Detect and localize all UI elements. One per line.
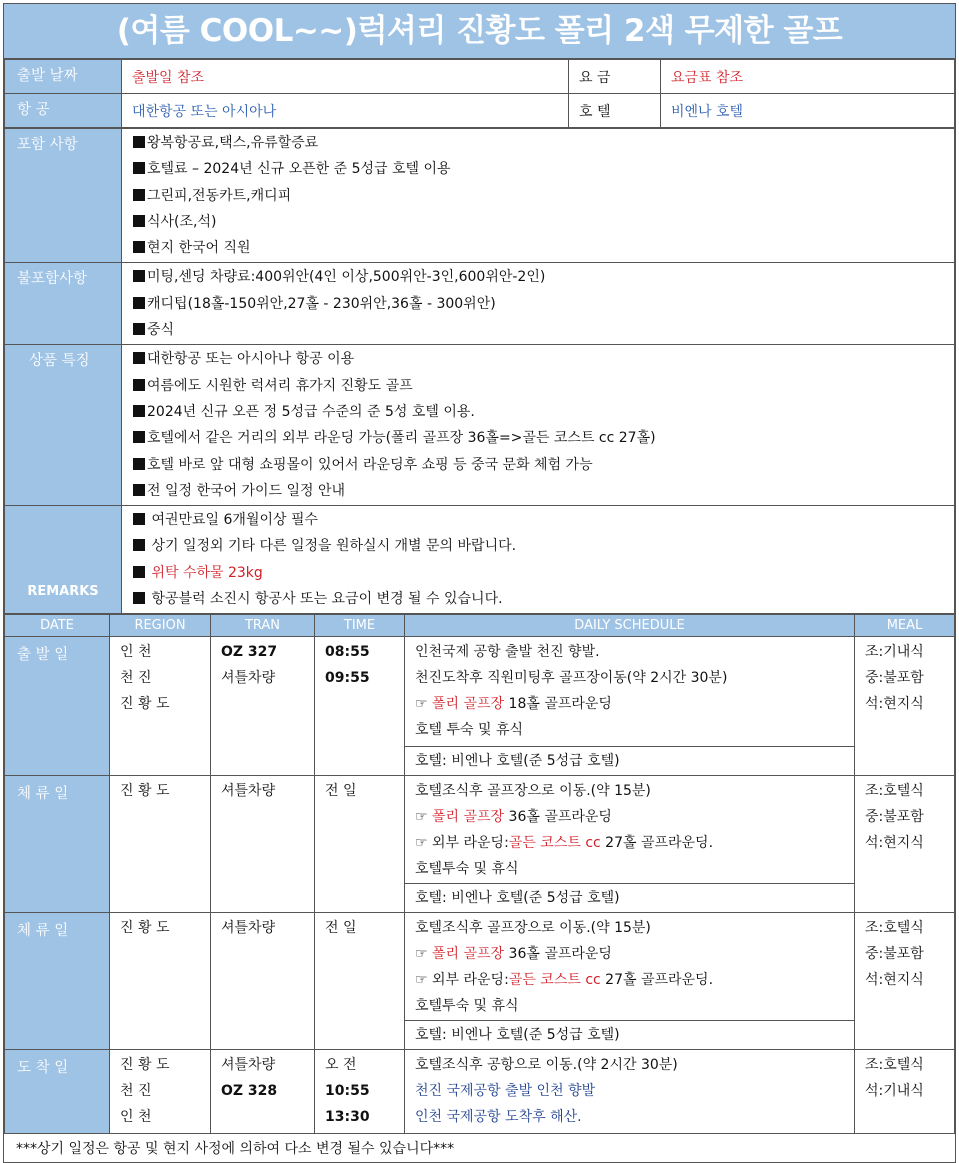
- page-title: (여름 COOL~~)럭셔리 진황도 폴리 2색 무제한 골프: [4, 4, 955, 59]
- bullet-square-icon: [133, 297, 145, 309]
- col-region: REGION: [110, 615, 211, 637]
- remarks-label: REMARKS: [5, 506, 122, 614]
- remarks-list: [122, 506, 955, 614]
- excluded-item: 미팅,센딩 차량료:400위안(4인 이상,500위안-3인,600위안-2인): [133, 265, 954, 291]
- col-date: DATE: [5, 615, 110, 637]
- remark-item: 항공블럭 소진시 항공사 또는 요금이 변경 될 수 있습니다.: [133, 587, 954, 613]
- col-daily-schedule: DAILY SCHEDULE: [405, 615, 855, 637]
- day-3-region: 진 황 도: [110, 913, 211, 1050]
- day-3-schedule: 호텔조식후 골프장으로 이동.(약 15분) ☞ 폴리 골프장 36홀 골프라운딩 ☞ 외부 라운딩:골든 코스트 cc 27홀 골프라운딩. 호텔투숙 및 휴식: [405, 913, 855, 1021]
- tour-itinerary-sheet: [3, 3, 956, 1163]
- footer-note: ***상기 일정은 항공 및 현지 사정에 의하여 다소 변경 될수 있습니다***: [16, 1141, 455, 1158]
- bullet-square-icon: [133, 323, 145, 335]
- bullet-square-icon: [133, 215, 145, 227]
- pointing-hand-icon: ☞: [415, 696, 428, 713]
- departure-label: 출발 날짜: [5, 60, 122, 94]
- day-3-date: 체 류 일: [5, 913, 110, 1050]
- excluded-item: 캐디팁(18홀-150위안,27홀 - 230위안,36홀 - 300위안): [133, 292, 954, 318]
- day-4-time: 오 전 10:55 13:30: [315, 1050, 405, 1134]
- airline-label: 항 공: [5, 94, 122, 128]
- bullet-square-icon: [133, 592, 145, 604]
- feature-item: 전 일정 한국어 가이드 일정 안내: [133, 479, 954, 505]
- day-1-time: 08:55 09:55: [315, 637, 405, 776]
- included-item: 호텔료 – 2024년 신규 오픈한 준 5성급 호텔 이용: [133, 157, 954, 183]
- remark-item: 여권만료일 6개월이상 필수: [133, 508, 954, 534]
- day-4-region: 진 황 도 천 진 인 천: [110, 1050, 211, 1134]
- day-3-hotel: 호텔: 비엔나 호텔(준 5성급 호텔): [405, 1021, 855, 1050]
- feature-item: 호텔 바로 앞 대형 쇼핑몰이 있어서 라운딩후 쇼핑 등 중국 문화 체험 가능: [133, 453, 954, 479]
- features-label: 상품 특징: [5, 345, 122, 506]
- feature-item: 호텔에서 같은 거리의 외부 라운딩 가능(폴리 골프장 36홀=>골든 코스트 cc 27홀): [133, 426, 954, 452]
- day-1-region: 인 천 천 진 진 황 도: [110, 637, 211, 776]
- airline-value: 대한항공 또는 아시아나: [122, 94, 569, 128]
- hotel-value: 비엔나 호텔: [661, 94, 955, 128]
- feature-item: 대한항공 또는 아시아나 항공 이용: [133, 347, 954, 373]
- day-1-hotel: 호텔: 비엔나 호텔(준 5성급 호텔): [405, 747, 855, 776]
- remark-item: 위탁 수하물 23kg: [133, 561, 954, 587]
- col-meal: MEAL: [855, 615, 955, 637]
- bullet-square-icon: [133, 352, 145, 364]
- bullet-square-icon: [133, 270, 145, 282]
- included-item: 왕복항공료,택스,유류할증료: [133, 131, 954, 157]
- included-item: 그린피,전동카트,캐디피: [133, 184, 954, 210]
- col-tran: TRAN: [211, 615, 315, 637]
- features-list: [122, 345, 955, 506]
- day-3-tran: 셔틀차량: [211, 913, 315, 1050]
- day-2-tran: 셔틀차량: [211, 776, 315, 913]
- remark-item: 상기 일정외 기타 다른 일정을 원하실시 개별 문의 바랍니다.: [133, 534, 954, 560]
- bullet-square-icon: [133, 431, 145, 443]
- day-1-schedule: 인천국제 공항 출발 천진 향발. 천진도착후 직원미팅후 골프장이동(약 2시간 30분) ☞ 폴리 골프장 18홀 골프라운딩 호텔 투숙 및 휴식: [405, 637, 855, 747]
- day-2-date: 체 류 일: [5, 776, 110, 913]
- pointing-hand-icon: ☞: [415, 946, 428, 963]
- day-2-schedule: 호텔조식후 골프장으로 이동.(약 15분) ☞ 폴리 골프장 36홀 골프라운딩 ☞ 외부 라운딩:골든 코스트 cc 27홀 골프라운딩. 호텔투숙 및 휴식: [405, 776, 855, 884]
- day-1-date: 출 발 일: [5, 637, 110, 776]
- day-1-tran: OZ 327 셔틀차량: [211, 637, 315, 776]
- included-list: [122, 129, 955, 263]
- bullet-square-icon: [133, 566, 145, 578]
- day-2-region: 진 황 도: [110, 776, 211, 913]
- bullet-square-icon: [133, 458, 145, 470]
- day-4-meal: 조:호텔식 석:기내식: [855, 1050, 955, 1134]
- bullet-square-icon: [133, 189, 145, 201]
- bullet-square-icon: [133, 136, 145, 148]
- bullet-square-icon: [133, 241, 145, 253]
- departure-value: 출발일 참조: [122, 60, 569, 94]
- day-3-meal: 조:호텔식 중:불포함 석:현지식: [855, 913, 955, 1050]
- included-item: 식사(조,석): [133, 210, 954, 236]
- day-4-tran: 셔틀차량 OZ 328: [211, 1050, 315, 1134]
- excluded-label: 불포함사항: [5, 263, 122, 345]
- feature-item: 2024년 신규 오픈 정 5성급 수준의 준 5성 호텔 이용.: [133, 400, 954, 426]
- day-2-time: 전 일: [315, 776, 405, 913]
- day-2-hotel: 호텔: 비엔나 호텔(준 5성급 호텔): [405, 884, 855, 913]
- day-3-time: 전 일: [315, 913, 405, 1050]
- bullet-square-icon: [133, 484, 145, 496]
- col-time: TIME: [315, 615, 405, 637]
- feature-item: 여름에도 시원한 럭셔리 휴가지 진황도 골프: [133, 374, 954, 400]
- fare-label: 요 금: [569, 60, 661, 94]
- day-1-meal: 조:기내식 중:불포함 석:현지식: [855, 637, 955, 776]
- excluded-list: [122, 263, 955, 345]
- bullet-square-icon: [133, 379, 145, 391]
- schedule-table: [4, 614, 955, 1134]
- details-table: [4, 128, 955, 614]
- bullet-square-icon: [133, 513, 145, 525]
- bullet-square-icon: [133, 405, 145, 417]
- day-2-meal: 조:호텔식 중:불포함 석:현지식: [855, 776, 955, 913]
- hotel-label: 호 텔: [569, 94, 661, 128]
- bullet-square-icon: [133, 162, 145, 174]
- bullet-square-icon: [133, 539, 145, 551]
- excluded-item: 중식: [133, 318, 954, 344]
- included-label: 포함 사항: [5, 129, 122, 263]
- pointing-hand-icon: ☞: [415, 809, 428, 826]
- day-4-date: 도 착 일: [5, 1050, 110, 1134]
- included-item: 현지 한국어 직원: [133, 236, 954, 262]
- day-4-schedule: 호텔조식후 공항으로 이동.(약 2시간 30분) 천진 국제공항 출발 인천 향발 인천 국제공항 도착후 해산.: [405, 1050, 855, 1134]
- info-table: [4, 59, 955, 128]
- fare-value: 요금표 참조: [661, 60, 955, 94]
